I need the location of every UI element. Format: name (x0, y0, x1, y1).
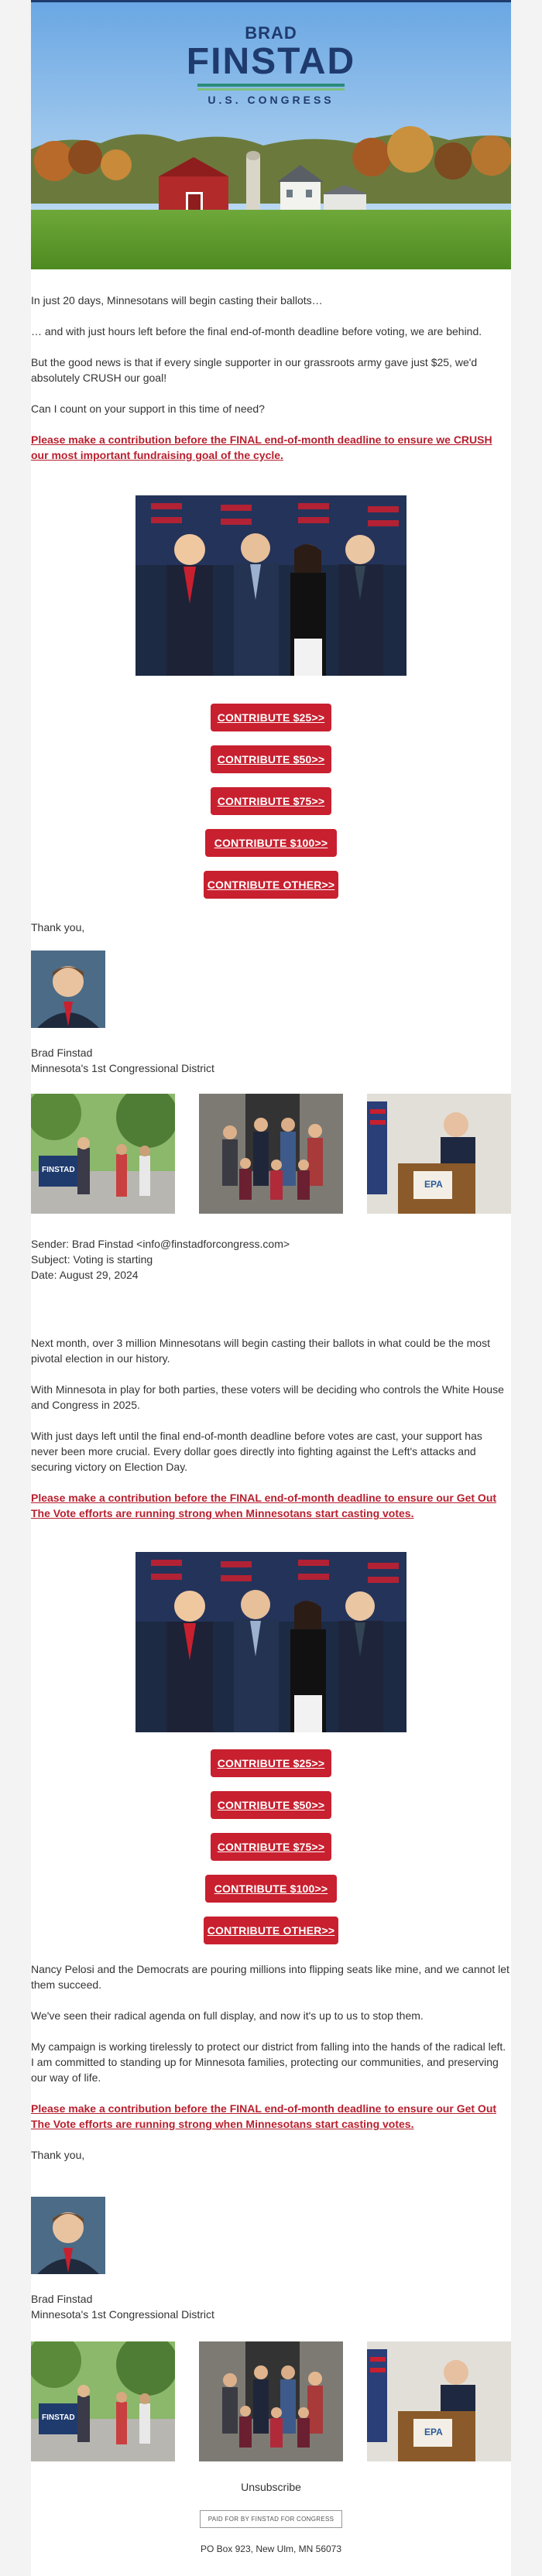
logo (31, 24, 511, 106)
body-section-2 (31, 1335, 511, 1521)
signoff-name-2: Brad Finstad (31, 2293, 93, 2305)
contribute-other-button-2[interactable]: CONTRIBUTE OTHER>> (204, 1917, 338, 1944)
contribute-100-button-2[interactable]: CONTRIBUTE $100>> (205, 1875, 337, 1903)
podium-photo-2 (367, 2341, 511, 2461)
footer-address: PO Box 923, New Ulm, MN 56073 (200, 2543, 342, 2554)
subject-line: Subject: Voting is starting (31, 1253, 153, 1266)
rally-sign-text: FINSTAD (42, 1166, 75, 1174)
headshot-image-2 (31, 2197, 105, 2274)
group-photo (136, 495, 406, 676)
podium-seal-text-2: EPA (424, 2427, 443, 2437)
photo-row (31, 1094, 511, 1214)
podium-photo (367, 1094, 511, 1214)
thanks-text: Thank you, (31, 921, 85, 933)
body3-cta-link[interactable]: Please make a contribution before the FINAL end-of-month deadline to ensure our Get Out The Vote efforts are running strong when Minnesotans start casting votes. (31, 2102, 497, 2130)
thanks-text-2: Thank you, (31, 2149, 85, 2161)
contribute-50-button[interactable]: CONTRIBUTE $50>> (211, 745, 331, 773)
group-photo-2 (136, 1552, 406, 1732)
intro-paragraph-2: … and with just hours left before the final end-of-month deadline before voting, we are behind. (31, 325, 482, 337)
email-meta (31, 1236, 290, 1283)
body-section-3 (31, 1961, 511, 2163)
contribute-other-button[interactable]: CONTRIBUTE OTHER>> (204, 871, 338, 899)
unsubscribe-link[interactable]: Unsubscribe (241, 2481, 301, 2493)
footer (31, 2481, 511, 2554)
photo-row-2 (31, 2341, 511, 2461)
contribute-25-button[interactable]: CONTRIBUTE $25>> (211, 704, 331, 731)
body2-cta-link[interactable]: Please make a contribution before the FINAL end-of-month deadline to ensure our Get Out The Vote efforts are running strong when Minnesotans start casting votes. (31, 1492, 497, 1519)
logo-last-name: FINSTAD (186, 41, 356, 82)
date-line: Date: August 29, 2024 (31, 1269, 139, 1281)
body3-paragraph-2: We've seen their radical agenda on full display, and now it's up to us to stop them. (31, 2009, 424, 2022)
signoff-title: Minnesota's 1st Congressional District (31, 1062, 214, 1074)
contribute-50-button-2[interactable]: CONTRIBUTE $50>> (211, 1791, 331, 1819)
contribute-75-button[interactable]: CONTRIBUTE $75>> (211, 787, 331, 815)
rally-sign-text-2: FINSTAD (42, 2413, 75, 2422)
logo-stripe-2 (197, 88, 345, 91)
signoff-name: Brad Finstad (31, 1046, 93, 1059)
family-photo-2-image (199, 2341, 343, 2461)
contribute-100-button[interactable]: CONTRIBUTE $100>> (205, 829, 337, 857)
rally-photo-2-image (31, 2341, 175, 2461)
candidate-headshot-2 (31, 2197, 105, 2274)
header-banner (31, 0, 511, 272)
body3-paragraph-1: Nancy Pelosi and the Democrats are pouring millions into flipping seats like mine, and we cannot let them succeed. (31, 1963, 509, 1991)
rally-photo-image (31, 1094, 175, 1214)
intro-section (31, 293, 511, 463)
intro-cta-link[interactable]: Please make a contribution before the FINAL end-of-month deadline to ensure we CRUSH our most important fundraising goal of the cycle. (31, 433, 492, 461)
family-photo-image (199, 1094, 343, 1214)
intro-paragraph-1: In just 20 days, Minnesotans will begin casting their ballots… (31, 294, 323, 307)
contribute-75-button-2[interactable]: CONTRIBUTE $75>> (211, 1833, 331, 1861)
body2-paragraph-1: Next month, over 3 million Minnesotans will begin casting their ballots in what could be the most pivotal election in our history. (31, 1337, 490, 1365)
podium-photo-2-image (367, 2341, 511, 2461)
body2-paragraph-3: With just days left until the final end-of-month deadline before votes are cast, your support has never been more crucial. Every dollar goes directly into fighting against the Left's attacks and securing victory on Election Day. (31, 1430, 482, 1473)
body3-paragraph-3: My campaign is working tirelessly to protect our district from falling into the hands of the radical left. I am committed to standing up for Minnesota families, protecting our communities, and preserving our way of life. (31, 2040, 506, 2084)
intro-paragraph-4: Can I count on your support in this time of need? (31, 402, 265, 415)
candidate-headshot (31, 951, 105, 1028)
family-photo (199, 1094, 343, 1214)
paid-for-box: PAID FOR BY FINSTAD FOR CONGRESS (200, 2510, 343, 2528)
email-container (31, 0, 511, 2576)
body2-paragraph-2: With Minnesota in play for both parties, these voters will be deciding who controls the White House and Congress in 2025. (31, 1383, 504, 1411)
logo-stripe (197, 84, 345, 87)
contribute-25-button-2[interactable]: CONTRIBUTE $25>> (211, 1749, 331, 1777)
podium-seal-text: EPA (424, 1179, 443, 1190)
rally-photo (31, 1094, 175, 1214)
rally-photo-2 (31, 2341, 175, 2461)
logo-subtitle: U.S. CONGRESS (208, 94, 334, 106)
group-photo-2-image (136, 1552, 406, 1732)
family-photo-2 (199, 2341, 343, 2461)
headshot-image (31, 951, 105, 1028)
intro-paragraph-3: But the good news is that if every single supporter in our grassroots army gave just $25, we'd absolutely CRUSH our goal! (31, 356, 478, 384)
sender-line: Sender: Brad Finstad <info@finstadforcongress.com> (31, 1238, 290, 1250)
group-photo-image (136, 495, 406, 676)
podium-photo-image (367, 1094, 511, 1214)
signoff-title-2: Minnesota's 1st Congressional District (31, 2308, 214, 2321)
logo-first-name: BRAD (245, 23, 297, 43)
